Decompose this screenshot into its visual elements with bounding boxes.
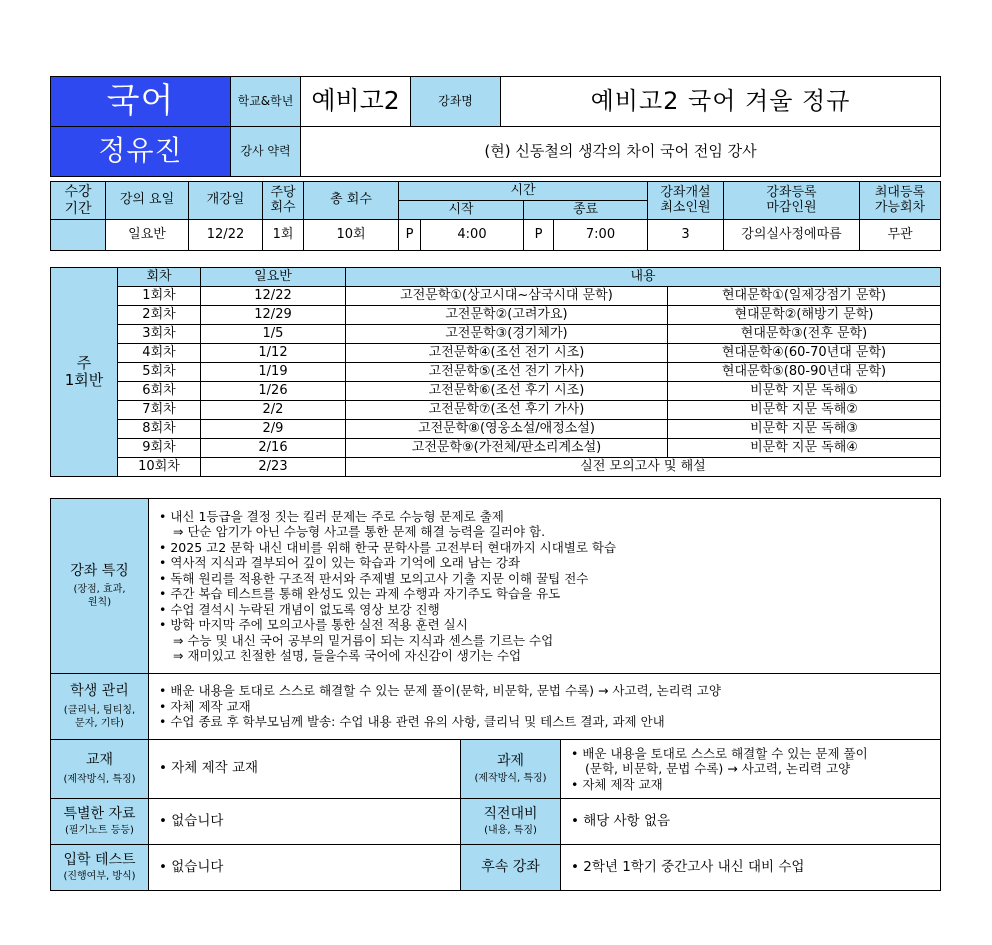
session-cell: 6회차 bbox=[118, 382, 201, 401]
classic-content-cell: 고전문학②(고려가요) bbox=[346, 306, 668, 325]
date-cell: 1/5 bbox=[201, 325, 346, 344]
schedule-row bbox=[51, 401, 941, 420]
pre-exam-label-cell bbox=[461, 799, 561, 845]
schedule-row bbox=[51, 439, 941, 458]
feature-item: • 내신 1등급을 결정 짓는 킬러 문제는 주로 수능형 문제로 출제 bbox=[159, 508, 504, 524]
modern-content-cell: 현대문학⑤(80-90년대 문학) bbox=[668, 363, 941, 382]
session-cell: 10회차 bbox=[118, 458, 201, 477]
grade-label: 학교&학년 bbox=[231, 77, 301, 127]
entry-test-sublabel: (진행여부, 방식) bbox=[63, 871, 136, 883]
entry-test-value: • 없습니다 bbox=[149, 845, 461, 891]
feature-item: • 수업 결석시 누락된 개념이 없도록 영상 보강 진행 bbox=[159, 601, 440, 617]
career-label: 강사 약력 bbox=[231, 127, 301, 177]
feature-item: • 독해 원리를 적용한 구조적 판서와 주제별 모의고사 기출 지문 이해 꿀팁 전수 bbox=[159, 570, 589, 586]
schedule-row bbox=[51, 344, 941, 363]
grade-value: 예비고2 bbox=[301, 77, 411, 127]
textbook-label: 교재 bbox=[85, 752, 114, 769]
schedule-row-final bbox=[51, 458, 941, 477]
info-table bbox=[50, 498, 941, 891]
schedule-row bbox=[51, 287, 941, 306]
modern-content-cell: 현대문학③(전후 문학) bbox=[668, 325, 941, 344]
session-cell: 5회차 bbox=[118, 363, 201, 382]
classic-content-cell: 고전문학①(상고시대~삼국시대 문학) bbox=[346, 287, 668, 306]
subject-cell: 국어 bbox=[51, 77, 231, 127]
day-header: 강의 요일 bbox=[106, 182, 189, 220]
entry-test-label: 입학 테스트 bbox=[63, 851, 136, 868]
classic-content-cell: 고전문학⑨(가전체/판소리계소설) bbox=[346, 439, 668, 458]
textbook-label-cell bbox=[51, 740, 149, 799]
classic-content-cell: 고전문학④(조선 전기 시조) bbox=[346, 344, 668, 363]
schedule-row bbox=[51, 363, 941, 382]
follow-up-value: • 2학년 1학기 중간고사 내신 대비 수업 bbox=[561, 845, 941, 891]
classic-content-cell: 고전문학③(경기체가) bbox=[346, 325, 668, 344]
session-cell: 3회차 bbox=[118, 325, 201, 344]
day-value: 일요반 bbox=[106, 220, 189, 251]
classic-content-cell: 고전문학⑥(조선 후기 시조) bbox=[346, 382, 668, 401]
period-section-label: 수강 기간 bbox=[51, 182, 106, 220]
time-header: 시간 bbox=[399, 182, 648, 201]
entry-test-label-cell bbox=[51, 845, 149, 891]
date-cell: 2/16 bbox=[201, 439, 346, 458]
total-header: 총 회수 bbox=[304, 182, 399, 220]
date-cell: 2/2 bbox=[201, 401, 346, 420]
session-cell: 2회차 bbox=[118, 306, 201, 325]
schedule-day-header: 일요반 bbox=[201, 268, 346, 287]
management-content bbox=[149, 674, 941, 740]
management-item: • 수업 종료 후 학부모님께 발송: 수업 내용 관련 유의 사항, 클리닉 및 테스트 결과, 과제 안내 bbox=[159, 714, 665, 730]
management-label-cell bbox=[51, 674, 149, 740]
management-sublabel: (클리닉, 팀티칭, 문자, 기타) bbox=[63, 704, 136, 729]
textbook-value: • 자체 제작 교재 bbox=[149, 740, 461, 799]
end-ampm: P bbox=[524, 220, 554, 251]
date-cell: 2/9 bbox=[201, 420, 346, 439]
special-sublabel: (필기노트 등등) bbox=[65, 825, 134, 837]
header-table bbox=[50, 76, 941, 177]
management-label: 학생 관리 bbox=[70, 683, 129, 700]
classic-content-cell: 고전문학⑦(조선 후기 가사) bbox=[346, 401, 668, 420]
feature-item: ⇒ 단순 암기가 아닌 수능형 사고를 통한 문제 해결 능력을 길러야 함. bbox=[173, 524, 546, 539]
homework-label-cell bbox=[461, 740, 561, 799]
date-cell: 1/19 bbox=[201, 363, 346, 382]
classic-content-cell: 고전문학⑤(조선 전기 가사) bbox=[346, 363, 668, 382]
schedule-row bbox=[51, 325, 941, 344]
features-content bbox=[149, 499, 941, 674]
homework-label: 과제 bbox=[496, 753, 525, 770]
schedule-row bbox=[51, 382, 941, 401]
deadline-header: 강좌등록 마감인원 bbox=[724, 182, 860, 220]
session-cell: 8회차 bbox=[118, 420, 201, 439]
teacher-name: 정유진 bbox=[51, 127, 231, 177]
content-header: 내용 bbox=[346, 268, 941, 287]
feature-item: • 방학 마지막 주에 모의고사를 통한 실전 적용 훈련 실시 bbox=[159, 617, 468, 632]
schedule-section-label: 주 1회반 bbox=[51, 268, 118, 477]
date-cell: 12/22 bbox=[201, 287, 346, 306]
pre-exam-sublabel: (내용, 특징) bbox=[484, 824, 537, 836]
career-value: (현) 신동철의 생각의 차이 국어 전임 강사 bbox=[301, 127, 941, 177]
modern-content-cell: 비문학 지문 독해④ bbox=[668, 439, 941, 458]
period-table bbox=[50, 181, 941, 251]
period-section-spacer bbox=[51, 220, 106, 251]
features-label: 강좌 특징 bbox=[70, 562, 129, 579]
session-cell: 7회차 bbox=[118, 401, 201, 420]
homework-item: • 자체 제작 교재 bbox=[571, 776, 663, 792]
pre-exam-value: • 해당 사항 없음 bbox=[561, 799, 941, 845]
session-header: 회차 bbox=[118, 268, 201, 287]
max-register-header: 최대등록 가능회차 bbox=[860, 182, 941, 220]
final-content-cell: 실전 모의고사 및 해설 bbox=[346, 458, 941, 477]
total-value: 10회 bbox=[304, 220, 399, 251]
homework-item: (문학, 비문학, 문법 수록) → 사고력, 논리력 고양 bbox=[585, 761, 851, 777]
feature-item: ⇒ 수능 및 내신 국어 공부의 밑거름이 되는 지식과 센스를 기르는 수업 bbox=[173, 632, 554, 648]
date-cell: 1/12 bbox=[201, 344, 346, 363]
schedule-row bbox=[51, 420, 941, 439]
start-date-value: 12/22 bbox=[189, 220, 263, 251]
start-time: 4:00 bbox=[421, 220, 524, 251]
management-item: • 자체 제작 교재 bbox=[159, 698, 251, 714]
date-cell: 1/26 bbox=[201, 382, 346, 401]
schedule-row bbox=[51, 306, 941, 325]
homework-item: • 배운 내용을 토대로 스스로 해결할 수 있는 문제 풀이 bbox=[571, 745, 868, 761]
modern-content-cell: 현대문학④(60-70년대 문학) bbox=[668, 344, 941, 363]
follow-up-label: 후속 강좌 bbox=[461, 845, 561, 891]
feature-item: • 주간 복습 테스트를 통해 완성도 있는 과제 수행과 자기주도 학습을 유도 bbox=[159, 586, 561, 601]
weekly-header: 주당 회수 bbox=[263, 182, 304, 220]
min-people-header: 강좌개설 최소인원 bbox=[648, 182, 724, 220]
modern-content-cell: 현대문학②(해방기 문학) bbox=[668, 306, 941, 325]
date-cell: 12/29 bbox=[201, 306, 346, 325]
features-label-cell bbox=[51, 499, 149, 674]
min-people-value: 3 bbox=[648, 220, 724, 251]
end-time: 7:00 bbox=[554, 220, 648, 251]
feature-item: • 역사적 지식과 결부되어 깊이 있는 학습과 기억에 오래 남는 강좌 bbox=[159, 555, 521, 570]
homework-sublabel: (제작방식, 특징) bbox=[474, 772, 547, 784]
schedule-table bbox=[50, 267, 941, 477]
modern-content-cell: 현대문학①(일제강점기 문학) bbox=[668, 287, 941, 306]
special-label: 특별한 자료 bbox=[63, 805, 136, 822]
start-ampm: P bbox=[399, 220, 421, 251]
classic-content-cell: 고전문학⑧(영웅소설/애정소설) bbox=[346, 420, 668, 439]
feature-item: • 2025 고2 문학 내신 대비를 위해 한국 문학사를 고전부터 현대까지 시대별로 학습 bbox=[159, 539, 617, 555]
course-label: 강좌명 bbox=[411, 77, 501, 127]
modern-content-cell: 비문학 지문 독해① bbox=[668, 382, 941, 401]
start-date-header: 개강일 bbox=[189, 182, 263, 220]
special-value: • 없습니다 bbox=[149, 799, 461, 845]
management-item: • 배운 내용을 토대로 스스로 해결할 수 있는 문제 풀이(문학, 비문학, 문법 수록) → 사고력, 논리력 고양 bbox=[159, 683, 721, 699]
pre-exam-label: 직전대비 bbox=[483, 806, 538, 823]
special-label-cell bbox=[51, 799, 149, 845]
session-cell: 4회차 bbox=[118, 344, 201, 363]
feature-item: ⇒ 재미있고 친절한 설명, 들을수록 국어에 자신감이 생기는 수업 bbox=[173, 648, 522, 663]
features-sublabel: (장점, 효과, 원칙) bbox=[73, 584, 126, 609]
time-start-header: 시작 bbox=[399, 201, 524, 220]
session-cell: 1회차 bbox=[118, 287, 201, 306]
time-end-header: 종료 bbox=[524, 201, 648, 220]
date-cell: 2/23 bbox=[201, 458, 346, 477]
deadline-value: 강의실사정에따름 bbox=[724, 220, 860, 251]
weekly-value: 1회 bbox=[263, 220, 304, 251]
modern-content-cell: 비문학 지문 독해② bbox=[668, 401, 941, 420]
max-register-value: 무관 bbox=[860, 220, 941, 251]
textbook-sublabel: (제작방식, 특징) bbox=[63, 773, 136, 785]
homework-content bbox=[561, 740, 941, 799]
session-cell: 9회차 bbox=[118, 439, 201, 458]
modern-content-cell: 비문학 지문 독해③ bbox=[668, 420, 941, 439]
course-title: 예비고2 국어 겨울 정규 bbox=[501, 77, 941, 127]
